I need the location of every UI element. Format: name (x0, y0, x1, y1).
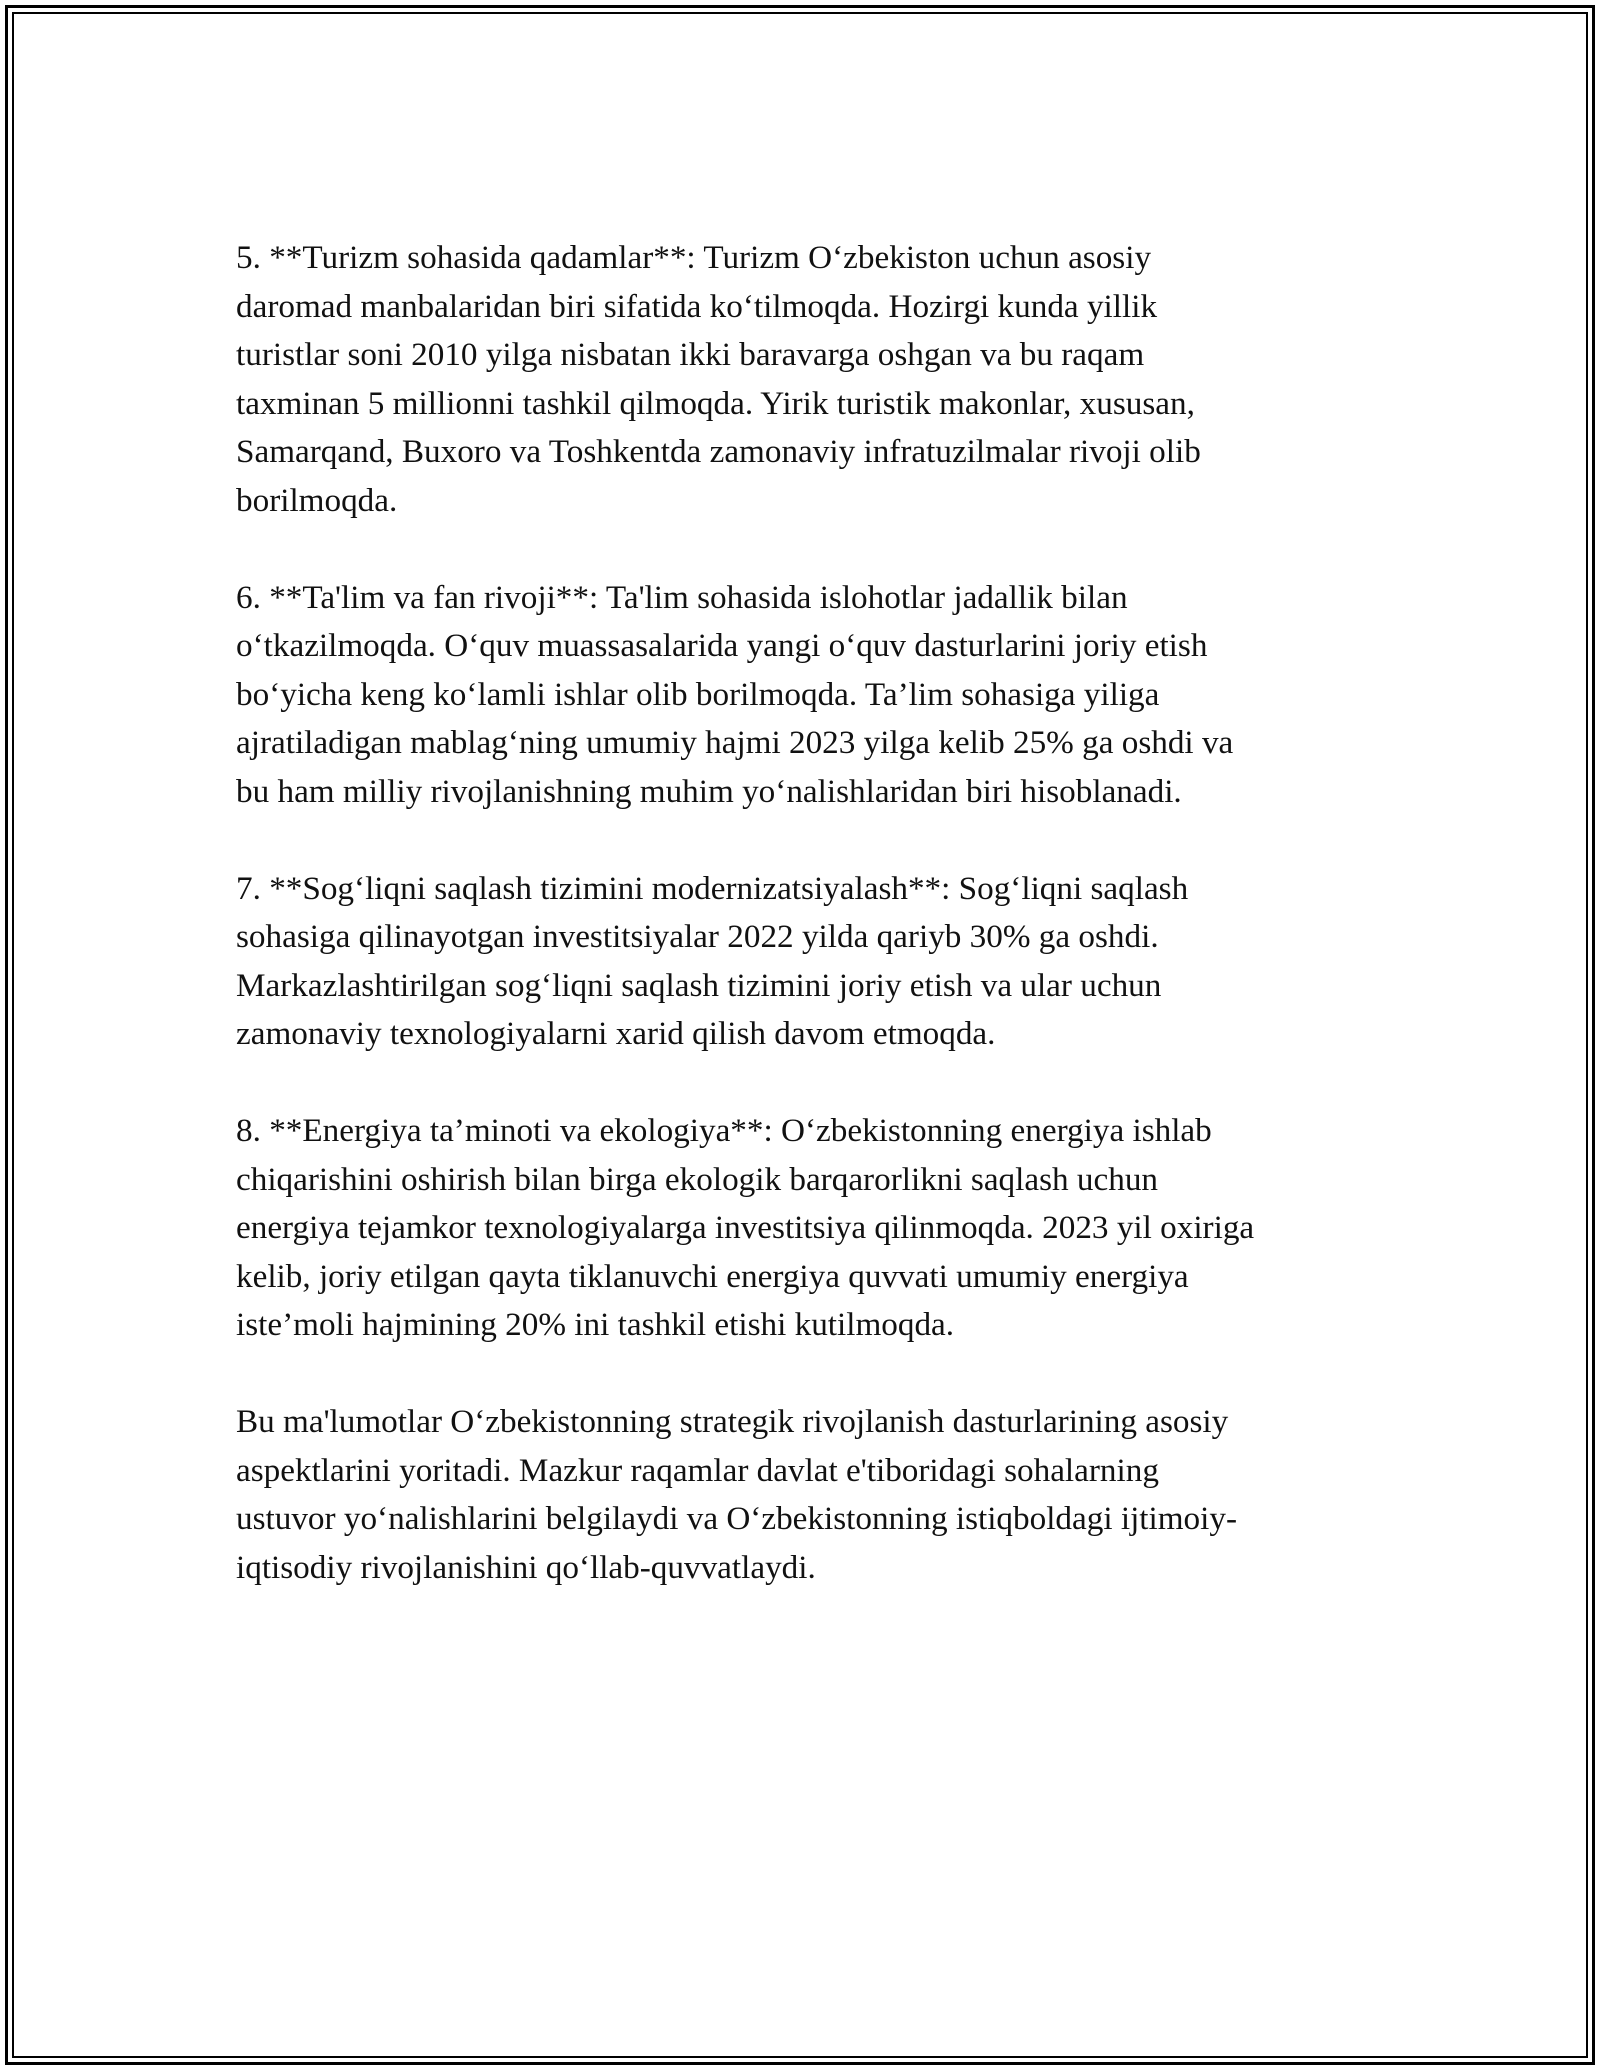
paragraph-energy: 8. **Energiya ta’minoti va ekologiya**: O‘zbekistonning energiya ishlab chiqarishini oshirish bilan birga ekologik barqarorlikni saqlash uchun energiya tejamkor texnologiyalarga investitsiya qilinmoqda. 2023 yil oxiriga kelib, joriy etilgan qayta tiklanuvchi energiya quvvati umumiy energiya iste’moli hajmining 20% ini tashkil etishi kutilmoqda. (236, 1112, 1255, 1343)
document-body (236, 234, 1366, 1592)
paragraph-tourism: 5. **Turizm sohasida qadamlar**: Turizm O‘zbekiston uchun asosiy daromad manbalaridan biri sifatida ko‘tilmoqda. Hozirgi kunda yillik turistlar soni 2010 yilga nisbatan ikki baravarga oshgan va bu raqam taxminan 5 millionni tashkil qilmoqda. Yirik turistik makonlar, xususan, Samarqand, Buxoro va Toshkentda zamonaviy infratuzilmalar rivoji olib borilmoqda. (236, 239, 1201, 519)
paragraph-conclusion: Bu ma'lumotlar O‘zbekistonning strategik rivojlanish dasturlarining asosiy aspektlarini yoritadi. Mazkur raqamlar davlat e'tiboridagi sohalarning ustuvor yo‘nalishlarini belgilaydi va O‘zbekistonning istiqboldagi ijtimoiy- iqtisodiy rivojlanishini qo‘llab-quvvatlaydi. (236, 1403, 1238, 1586)
paragraph-education: 6. **Ta'lim va fan rivoji**: Ta'lim sohasida islohotlar jadallik bilan o‘tkazilmoqda. O‘quv muassasalarida yangi o‘quv dasturlarini joriy etish bo‘yicha keng ko‘lamli ishlar olib borilmoqda. Ta’lim sohasiga yiliga ajratiladigan mablag‘ning umumiy hajmi 2023 yilga kelib 25% ga oshdi va bu ham milliy rivojlanishning muhim yo‘nalishlaridan biri hisoblanadi. (236, 578, 1234, 810)
paragraph-healthcare: 7. **Sog‘liqni saqlash tizimini modernizatsiyalash**: Sog‘liqni saqlash sohasiga qilinayotgan investitsiyalar 2022 yilda qariyb 30% ga oshdi. Markazlashtirilgan sog‘liqni saqlash tizimini joriy etish va ular uchun zamonaviy texnologiyalarni xarid qilish davom etmoqda. (236, 869, 1189, 1052)
